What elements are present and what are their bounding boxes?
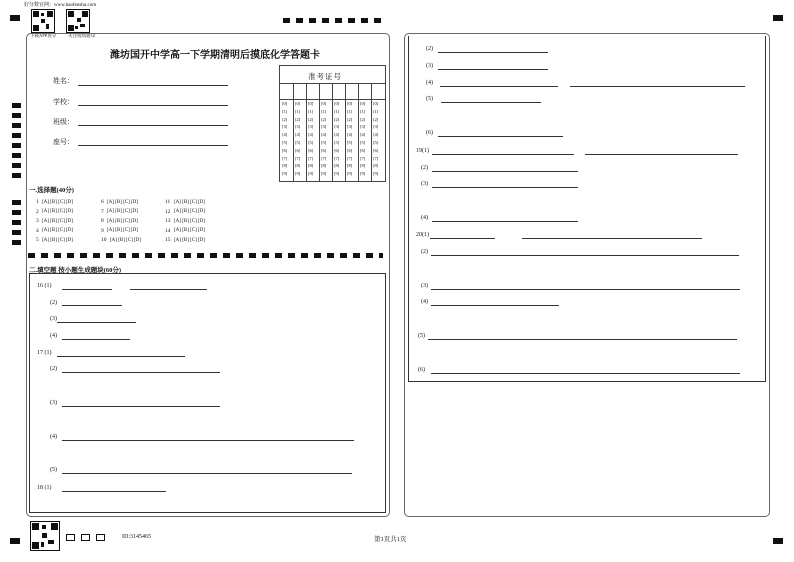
exam-id-bubble[interactable]: [4] [295, 132, 301, 138]
q17-5-label: (5) [50, 467, 57, 473]
exam-id-bubble[interactable]: [7] [295, 155, 301, 161]
mc-question-number: 10 [101, 237, 107, 243]
exam-id-bubble[interactable]: [5] [295, 140, 301, 145]
mc-options[interactable]: [A] [B] [C] [D] [174, 237, 205, 243]
q17-4-label: (4) [50, 434, 57, 440]
q17-1-line[interactable] [57, 356, 185, 357]
q17-1-label: 17 (1) [37, 350, 52, 356]
q19-1-line[interactable] [432, 154, 574, 155]
mc-question-number: 12 [165, 208, 171, 215]
exam-id-bubble[interactable]: [4] [347, 132, 353, 138]
q20-1-label: 20(1) [416, 232, 429, 238]
q18-6-label: (6) [426, 130, 433, 136]
name-label: 姓名： [53, 77, 74, 85]
q20-2-label: (2) [421, 249, 428, 255]
mc-question-number: 8 [101, 218, 104, 224]
footer-box-1 [66, 534, 75, 541]
mc-question-number: 5 [36, 237, 39, 243]
exam-id-bubble[interactable]: [5] [373, 140, 379, 145]
exam-id-bubble[interactable]: [5] [360, 140, 366, 145]
mc-options[interactable]: [A] [B] [C] [D] [107, 209, 138, 214]
q19-4-label: (4) [421, 215, 428, 221]
exam-id-bubble[interactable]: [6] [295, 147, 301, 153]
exam-id-bubble[interactable]: [1] [295, 108, 301, 114]
exam-id-bubble[interactable]: [7] [308, 155, 314, 161]
exam-id-bubble[interactable]: [3] [334, 124, 340, 130]
exam-id-bubble[interactable]: [1] [334, 108, 340, 114]
q16-4-label: (4) [50, 333, 57, 339]
q20-6-line[interactable] [431, 373, 740, 374]
q16-1-line-b[interactable] [130, 289, 207, 290]
q17-4-line[interactable] [62, 440, 354, 441]
exam-id-bubble[interactable]: [4] [360, 132, 366, 138]
q18-2-label: (2) [426, 46, 433, 52]
q19-4-line[interactable] [432, 221, 578, 222]
mc-question-number: 2 [36, 208, 39, 215]
mc-options[interactable]: [A] [B] [C] [D] [42, 228, 73, 233]
exam-id-bubble[interactable]: [8] [360, 163, 366, 169]
class-field[interactable] [78, 125, 228, 126]
exam-id-bubble[interactable]: [7] [373, 155, 379, 161]
exam-id-bubble[interactable]: [7] [334, 155, 340, 161]
q18-4-label: (4) [426, 80, 433, 86]
exam-id-bubble[interactable]: [5] [308, 140, 314, 145]
exam-id-bubble[interactable]: [9] [308, 171, 314, 177]
exam-id-bubble[interactable]: [3] [282, 124, 288, 130]
mc-question-number: 14 [165, 227, 171, 234]
exam-id-bubble[interactable]: [0] [295, 101, 301, 106]
q20-6-label: (6) [418, 367, 425, 373]
mc-question-number: 7 [101, 208, 104, 215]
q18-1-line[interactable] [62, 491, 166, 492]
seat-field[interactable] [78, 145, 228, 146]
exam-id-bubble[interactable]: [0] [282, 101, 288, 106]
q18-1-label: 18 (1) [37, 485, 52, 491]
q19-2-label: (2) [421, 165, 428, 171]
q20-3-label: (3) [421, 283, 428, 289]
mc-options[interactable]: [A] [B] [C] [D] [42, 237, 73, 243]
exam-id-bubble[interactable]: [6] [360, 147, 366, 153]
exam-id-bubble[interactable]: [0] [373, 101, 379, 106]
exam-id-bubble[interactable]: [5] [321, 140, 327, 145]
mc-question-number: 13 [165, 218, 171, 224]
mc-question-number: 11 [165, 199, 171, 205]
exam-id-bubble[interactable]: [5] [334, 140, 340, 145]
q18-5-label: (5) [426, 96, 433, 102]
q20-4-label: (4) [421, 299, 428, 305]
exam-id-bubble[interactable]: [2] [334, 116, 340, 122]
exam-id-bubble[interactable]: [0] [321, 101, 327, 106]
exam-id-bubble[interactable]: [0] [347, 101, 353, 106]
mc-options[interactable]: [A] [B] [C] [D] [42, 218, 73, 224]
exam-id-bubble[interactable]: [5] [347, 140, 353, 145]
exam-id-bubble[interactable]: [4] [282, 132, 288, 138]
school-field[interactable] [78, 105, 228, 106]
exam-id-bubble[interactable]: [3] [308, 124, 314, 130]
exam-id-bubble[interactable]: [0] [334, 101, 340, 106]
exam-id-bubble[interactable]: [2] [282, 116, 288, 122]
exam-id-bubble[interactable]: [2] [308, 116, 314, 122]
fill-in-area [29, 273, 386, 513]
q20-1-line[interactable] [430, 238, 495, 239]
footer-id: ID:3145465 [122, 534, 151, 540]
exam-id-bubble[interactable]: [1] [308, 108, 314, 114]
exam-id-bubble[interactable]: [8] [321, 163, 327, 169]
q18-3-label: (3) [426, 63, 433, 69]
mc-options[interactable]: [A] [B] [C] [D] [174, 228, 205, 233]
exam-id-bubble[interactable]: [1] [282, 108, 288, 114]
corner-mark-tl [10, 15, 20, 21]
q16-1-label: 16 (1) [37, 283, 52, 289]
q20-2-line[interactable] [431, 255, 739, 256]
exam-id-bubble[interactable]: [2] [321, 116, 327, 122]
page-number: 第1页共1页 [374, 536, 407, 543]
q20-5-line[interactable] [428, 339, 737, 340]
q16-2-line[interactable] [62, 305, 122, 306]
site-url: 好分数官网：www.haofenshu.com [24, 3, 97, 8]
q16-3-label: (3) [50, 316, 57, 322]
exam-id-bubble[interactable]: [8] [282, 163, 288, 169]
exam-id-bubble[interactable]: [9] [360, 171, 366, 177]
q20-1-line-b[interactable] [522, 238, 702, 239]
exam-id-bubble[interactable]: [2] [347, 116, 353, 122]
footer-box-2 [81, 534, 90, 541]
exam-id-bubble[interactable]: [4] [334, 132, 340, 138]
section2-title: 二.填空题 按小题生成题块(60分) [29, 267, 122, 274]
q19-2-line[interactable] [432, 171, 578, 172]
sheet-title: 潍坊国开中学高一下学期清明后摸底化学答题卡 [110, 50, 320, 61]
app-qr-code [31, 9, 55, 33]
exam-id-bubble[interactable]: [6] [334, 147, 340, 153]
exam-id-bubble[interactable]: [9] [347, 171, 353, 177]
corner-mark-br [773, 538, 783, 544]
exam-id-bubble[interactable]: [6] [347, 147, 353, 153]
footer-qr-code [30, 521, 60, 551]
exam-id-bubble[interactable]: [3] [373, 124, 379, 130]
q20-4-line[interactable] [431, 305, 559, 306]
q19-1-label: 19(1) [416, 148, 429, 154]
exam-id-bubble[interactable]: [9] [295, 171, 301, 177]
exam-id-bubble[interactable]: [4] [308, 132, 314, 138]
corner-mark-tr [773, 15, 783, 21]
exam-id-bubble[interactable]: [4] [321, 132, 327, 138]
q19-1-line-b[interactable] [585, 154, 738, 155]
q16-1-line[interactable] [62, 289, 112, 290]
exam-id-bubble[interactable]: [6] [308, 147, 314, 153]
exam-id-bubble[interactable]: [3] [347, 124, 353, 130]
exam-id-bubble[interactable]: [8] [334, 163, 340, 169]
mc-question-number: 15 [165, 237, 171, 243]
mc-options[interactable]: [A] [B] [C] [D] [107, 228, 138, 233]
section1-title: 一.选择题(40分) [29, 187, 74, 194]
exam-id-bubble[interactable]: [8] [308, 163, 314, 169]
q17-5-line[interactable] [62, 473, 352, 474]
corner-mark-bl [10, 538, 20, 544]
exam-id-bubble[interactable]: [7] [282, 155, 288, 161]
exam-id-bubble[interactable]: [8] [295, 163, 301, 169]
mc-options[interactable]: [A] [B] [C] [D] [107, 218, 138, 224]
right-fill-area [408, 36, 766, 382]
exam-id-bubble[interactable]: [3] [321, 124, 327, 130]
exam-id-bubble[interactable]: [9] [282, 171, 288, 177]
q20-5-label: (5) [418, 333, 425, 339]
mc-question-number: 1 [36, 199, 39, 205]
exam-id-bubble[interactable]: [3] [295, 124, 301, 130]
exam-id-bubble[interactable]: [7] [360, 155, 366, 161]
q19-3-label: (3) [421, 181, 428, 187]
q16-2-label: (2) [50, 300, 57, 306]
exam-id-bubble[interactable]: [3] [360, 124, 366, 130]
exam-id-bubble[interactable]: [6] [282, 147, 288, 153]
mc-question-number: 9 [101, 227, 104, 234]
exam-id-bubble[interactable]: [1] [321, 108, 327, 114]
class-label: 班级： [53, 118, 74, 126]
exam-id-bubble[interactable]: [2] [360, 116, 366, 122]
q18-2-line[interactable] [438, 52, 548, 53]
exam-id-bubble[interactable]: [9] [321, 171, 327, 177]
q18-6-line[interactable] [438, 136, 563, 137]
seat-label: 座号： [53, 138, 74, 146]
mc-question-number: 4 [36, 227, 39, 234]
q16-3-line[interactable] [57, 322, 136, 323]
school-label: 学校： [53, 98, 74, 106]
notice-qr-code [66, 9, 90, 33]
q20-3-line[interactable] [431, 289, 740, 290]
q17-2-line[interactable] [62, 372, 220, 373]
qr-left-caption: 下载APP查分 [30, 33, 57, 38]
mc-options[interactable]: [A] [B] [C] [D] [107, 199, 138, 205]
mc-options[interactable]: [A] [B] [C] [D] [174, 199, 205, 205]
mc-options[interactable]: [A] [B] [C] [D] [174, 209, 205, 214]
footer-box-3 [96, 534, 105, 541]
exam-id-bubble[interactable]: [5] [282, 140, 288, 145]
mc-options[interactable]: [A] [B] [C] [D] [42, 199, 73, 205]
exam-id-bubble[interactable]: [7] [347, 155, 353, 161]
q18-5-line[interactable] [441, 102, 541, 103]
q17-3-label: (3) [50, 400, 57, 406]
q18-4-line[interactable] [440, 86, 558, 87]
exam-id-bubble[interactable]: [9] [334, 171, 340, 177]
mc-options[interactable]: [A] [B] [C] [D] [42, 209, 73, 214]
exam-id-bubble[interactable]: [4] [373, 132, 379, 138]
mc-question-number: 6 [101, 199, 104, 205]
exam-id-bubble[interactable]: [1] [360, 108, 366, 114]
exam-id-bubble[interactable]: [1] [373, 108, 379, 114]
q17-2-label: (2) [50, 366, 57, 372]
exam-id-bubble[interactable]: [6] [321, 147, 327, 153]
q19-3-line[interactable] [432, 187, 578, 188]
exam-id-bubble[interactable]: [2] [295, 116, 301, 122]
exam-id-bubble[interactable]: [8] [373, 163, 379, 169]
exam-id-bubble[interactable]: [7] [321, 155, 327, 161]
mc-question-number: 3 [36, 218, 39, 224]
exam-id-bubble[interactable]: [0] [360, 101, 366, 106]
q17-3-line[interactable] [62, 406, 220, 407]
mc-options[interactable]: [A] [B] [C] [D] [110, 237, 141, 243]
name-field[interactable] [78, 85, 228, 86]
exam-id-bubble[interactable]: [8] [347, 163, 353, 169]
exam-id-title: 准考证号 [308, 72, 342, 81]
exam-id-bubble[interactable]: [2] [373, 116, 379, 122]
exam-id-bubble[interactable]: [0] [308, 101, 314, 106]
exam-id-bubble[interactable]: [1] [347, 108, 353, 114]
exam-id-bubble[interactable]: [9] [373, 171, 379, 177]
q16-4-line[interactable] [62, 339, 130, 340]
qr-right-caption: 关注成绩通知 [68, 33, 95, 38]
mc-options[interactable]: [A] [B] [C] [D] [174, 218, 205, 224]
q18-4-line-b[interactable] [570, 86, 745, 87]
q18-3-line[interactable] [438, 69, 548, 70]
exam-id-bubble[interactable]: [6] [373, 147, 379, 153]
